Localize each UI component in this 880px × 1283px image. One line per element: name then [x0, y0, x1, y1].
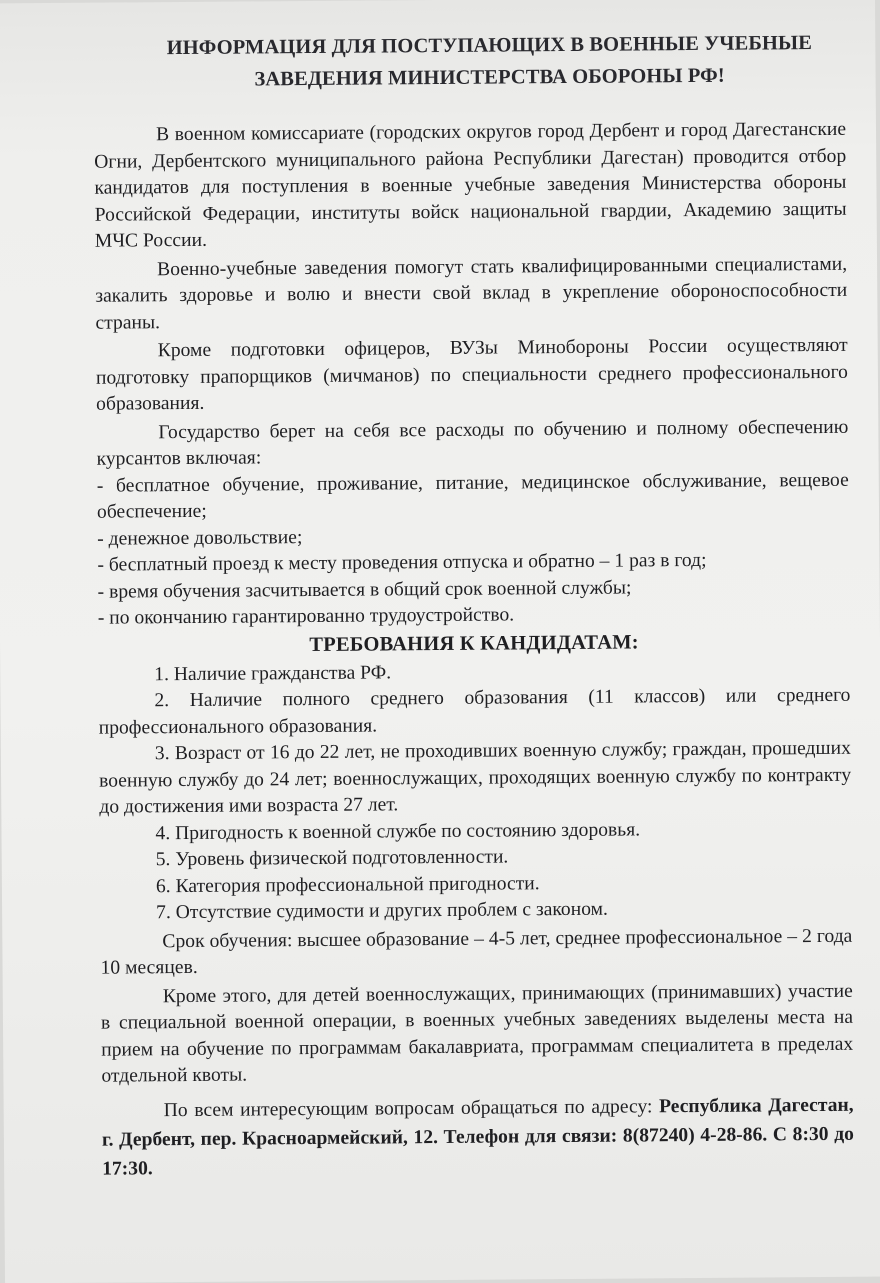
- requirement-item: 1. Наличие гражданства РФ.: [154, 661, 392, 685]
- quota-paragraph: Кроме этого, для детей военнослужащих, принимающих (принимавших) участие в специальной военной операции, в военных учебных заведениях выделены места на прием на обучение по программам бакалавриата, программам специалитета в пределах отдельной квоты.: [100, 980, 854, 1087]
- requirement-item: 5. Уровень физической подготовленности.: [155, 846, 509, 871]
- contact-details: Республика Дагестан, г. Дербент, пер. Красноармейский, 12. Телефон для связи: 8(87240) 4-28-86. С 8:30 до 17:30.: [101, 1094, 854, 1180]
- contact-intro: По всем интересующим вопросам обращаться по адресу:: [163, 1095, 660, 1121]
- contact-paragraph: [102, 1090, 855, 1183]
- list-item: - денежное довольствие;: [97, 526, 303, 550]
- study-term-paragraph: Срок обучения: высшее образование – 4-5 лет, среднее профессиональное – 2 года 10 месяцев.: [100, 925, 853, 979]
- requirement-item: 3. Возраст от 16 до 22 лет, не проходивших военную службу; граждан, прошедших военную службу до 24 лет; военнослужащих, проходящих военную службу по контракту до достижения ими возраста 27 лет.: [99, 737, 852, 818]
- benefits-paragraph: Военно-учебные заведения помогут стать квалифицированными специалистами, закалить здоровье и волю и внести свой вклад в укрепление обороноспособности страны.: [95, 253, 848, 334]
- requirement-item: 4. Пригодность к военной службе по состоянию здоровья.: [155, 818, 641, 844]
- title-line-1: ИНФОРМАЦИЯ ДЛЯ ПОСТУПАЮЩИХ В ВОЕННЫЕ УЧЕБНЫЕ: [166, 32, 813, 60]
- requirement-item: 2. Наличие полного среднего образования (11 классов) или среднего профессионального образования.: [98, 684, 851, 739]
- warrant-officers-paragraph: Кроме подготовки офицеров, ВУЗы Минобороны России осуществляют подготовку прапорщиков (мичманов) по специальности среднего профессионального образования.: [95, 334, 848, 415]
- requirement-item: 6. Категория профессиональной пригодности.: [155, 872, 540, 897]
- requirements-heading: ТРЕБОВАНИЯ К КАНДИДАТАМ:: [309, 630, 639, 656]
- document-title: [133, 27, 845, 97]
- list-item: - время обучения засчитывается в общий срок военной службы;: [97, 576, 632, 603]
- title-line-2: ЗАВЕДЕНИЯ МИНИСТЕРСТВА ОБОРОНЫ РФ!: [254, 64, 725, 91]
- benefits-list: [97, 467, 850, 632]
- requirements-list: [98, 656, 852, 927]
- list-item: - бесплатный проезд к месту проведения отпуска и обратно – 1 раз в год;: [97, 549, 707, 576]
- list-item: - по окончанию гарантированно трудоустройство.: [97, 604, 515, 629]
- state-expenses-paragraph: Государство берет на себя все расходы по обучению и полному обеспечению курсантов включая:: [96, 416, 849, 470]
- intro-paragraph: В военном комиссариате (городских округов город Дербент и город Дагестанские Огни, Дербентского муниципального района Республики Дагестан) проводится отбор кандидатов для поступления в военные учебные заведения Министерства обороны Российской Федерации, институты войск национальной гвардии, Академию защиты МЧС России.: [94, 118, 847, 252]
- list-item: - бесплатное обучение, проживание, питание, медицинское обслуживание, вещевое обеспечение;: [96, 469, 849, 523]
- requirement-item: 7. Отсутствие судимости и других проблем с законом.: [156, 898, 608, 924]
